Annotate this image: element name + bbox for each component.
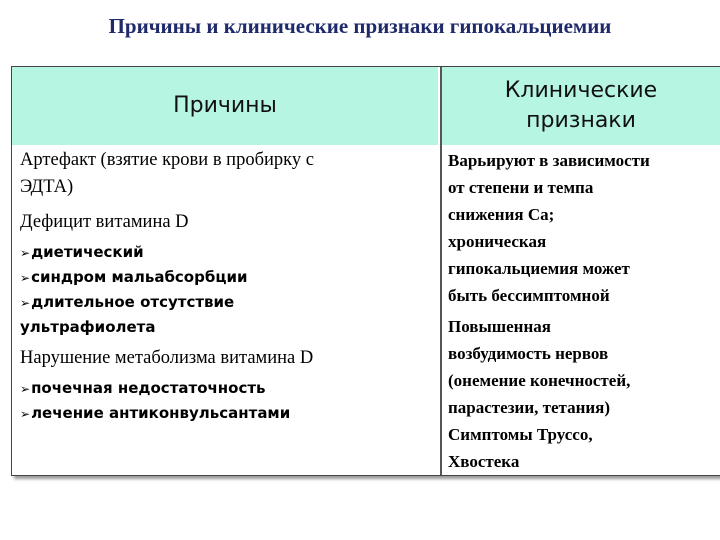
cause-artifact-line2: ЭДТА) — [20, 177, 74, 197]
sign-line: Варьируют в зависимости — [448, 151, 650, 170]
column-divider — [440, 67, 442, 475]
cause-vitd-deficit: Дефицит витамина D — [20, 212, 189, 232]
signs-header-line1: Клинические — [504, 78, 658, 103]
causes-header — [12, 67, 438, 145]
sign-line: возбудимость нервов — [448, 344, 609, 363]
sign-line: снижения Са; — [448, 205, 555, 224]
sign-line: Хвостека — [448, 452, 520, 471]
list-item-continuation: ультрафиолета — [20, 318, 156, 336]
sign-line: гипокальциемия может — [448, 259, 630, 278]
list-item: ➢диетический — [20, 243, 144, 261]
sign-line: (онемение конечностей, — [448, 371, 631, 390]
causes-header-label: Причины — [173, 93, 277, 118]
sign-line: от степени и темпа — [448, 178, 594, 197]
sign-line: Симптомы Труссо, — [448, 425, 593, 444]
arrow-bullet-icon: ➢ — [20, 246, 31, 260]
list-item: ➢длительное отсутствие — [20, 293, 235, 311]
signs-header — [442, 67, 720, 145]
arrow-bullet-icon: ➢ — [20, 296, 31, 310]
sign-line: быть бессимптомной — [448, 286, 610, 305]
list-item: ➢почечная недостаточность — [20, 379, 266, 397]
causes-column — [20, 147, 438, 426]
cause-metabolism: Нарушение метаболизма витамина D — [20, 348, 314, 368]
sign-line: парастезии, тетания) — [448, 398, 611, 417]
arrow-bullet-icon: ➢ — [20, 407, 31, 421]
sign-line: Повышенная — [448, 317, 551, 336]
causes-signs-table — [11, 66, 720, 476]
arrow-bullet-icon: ➢ — [20, 271, 31, 285]
list-item: ➢синдром мальабсорбции — [20, 268, 248, 286]
cause-artifact-line1: Артефакт (взятие крови в пробирку с — [20, 150, 314, 170]
signs-header-line2: признаки — [526, 108, 636, 133]
arrow-bullet-icon: ➢ — [20, 382, 31, 396]
list-item: ➢лечение антиконвульсантами — [20, 404, 291, 422]
sign-line: хроническая — [448, 232, 547, 251]
signs-column — [448, 147, 720, 475]
slide-title: Причины и клинические признаки гипокальциемии — [108, 14, 612, 38]
